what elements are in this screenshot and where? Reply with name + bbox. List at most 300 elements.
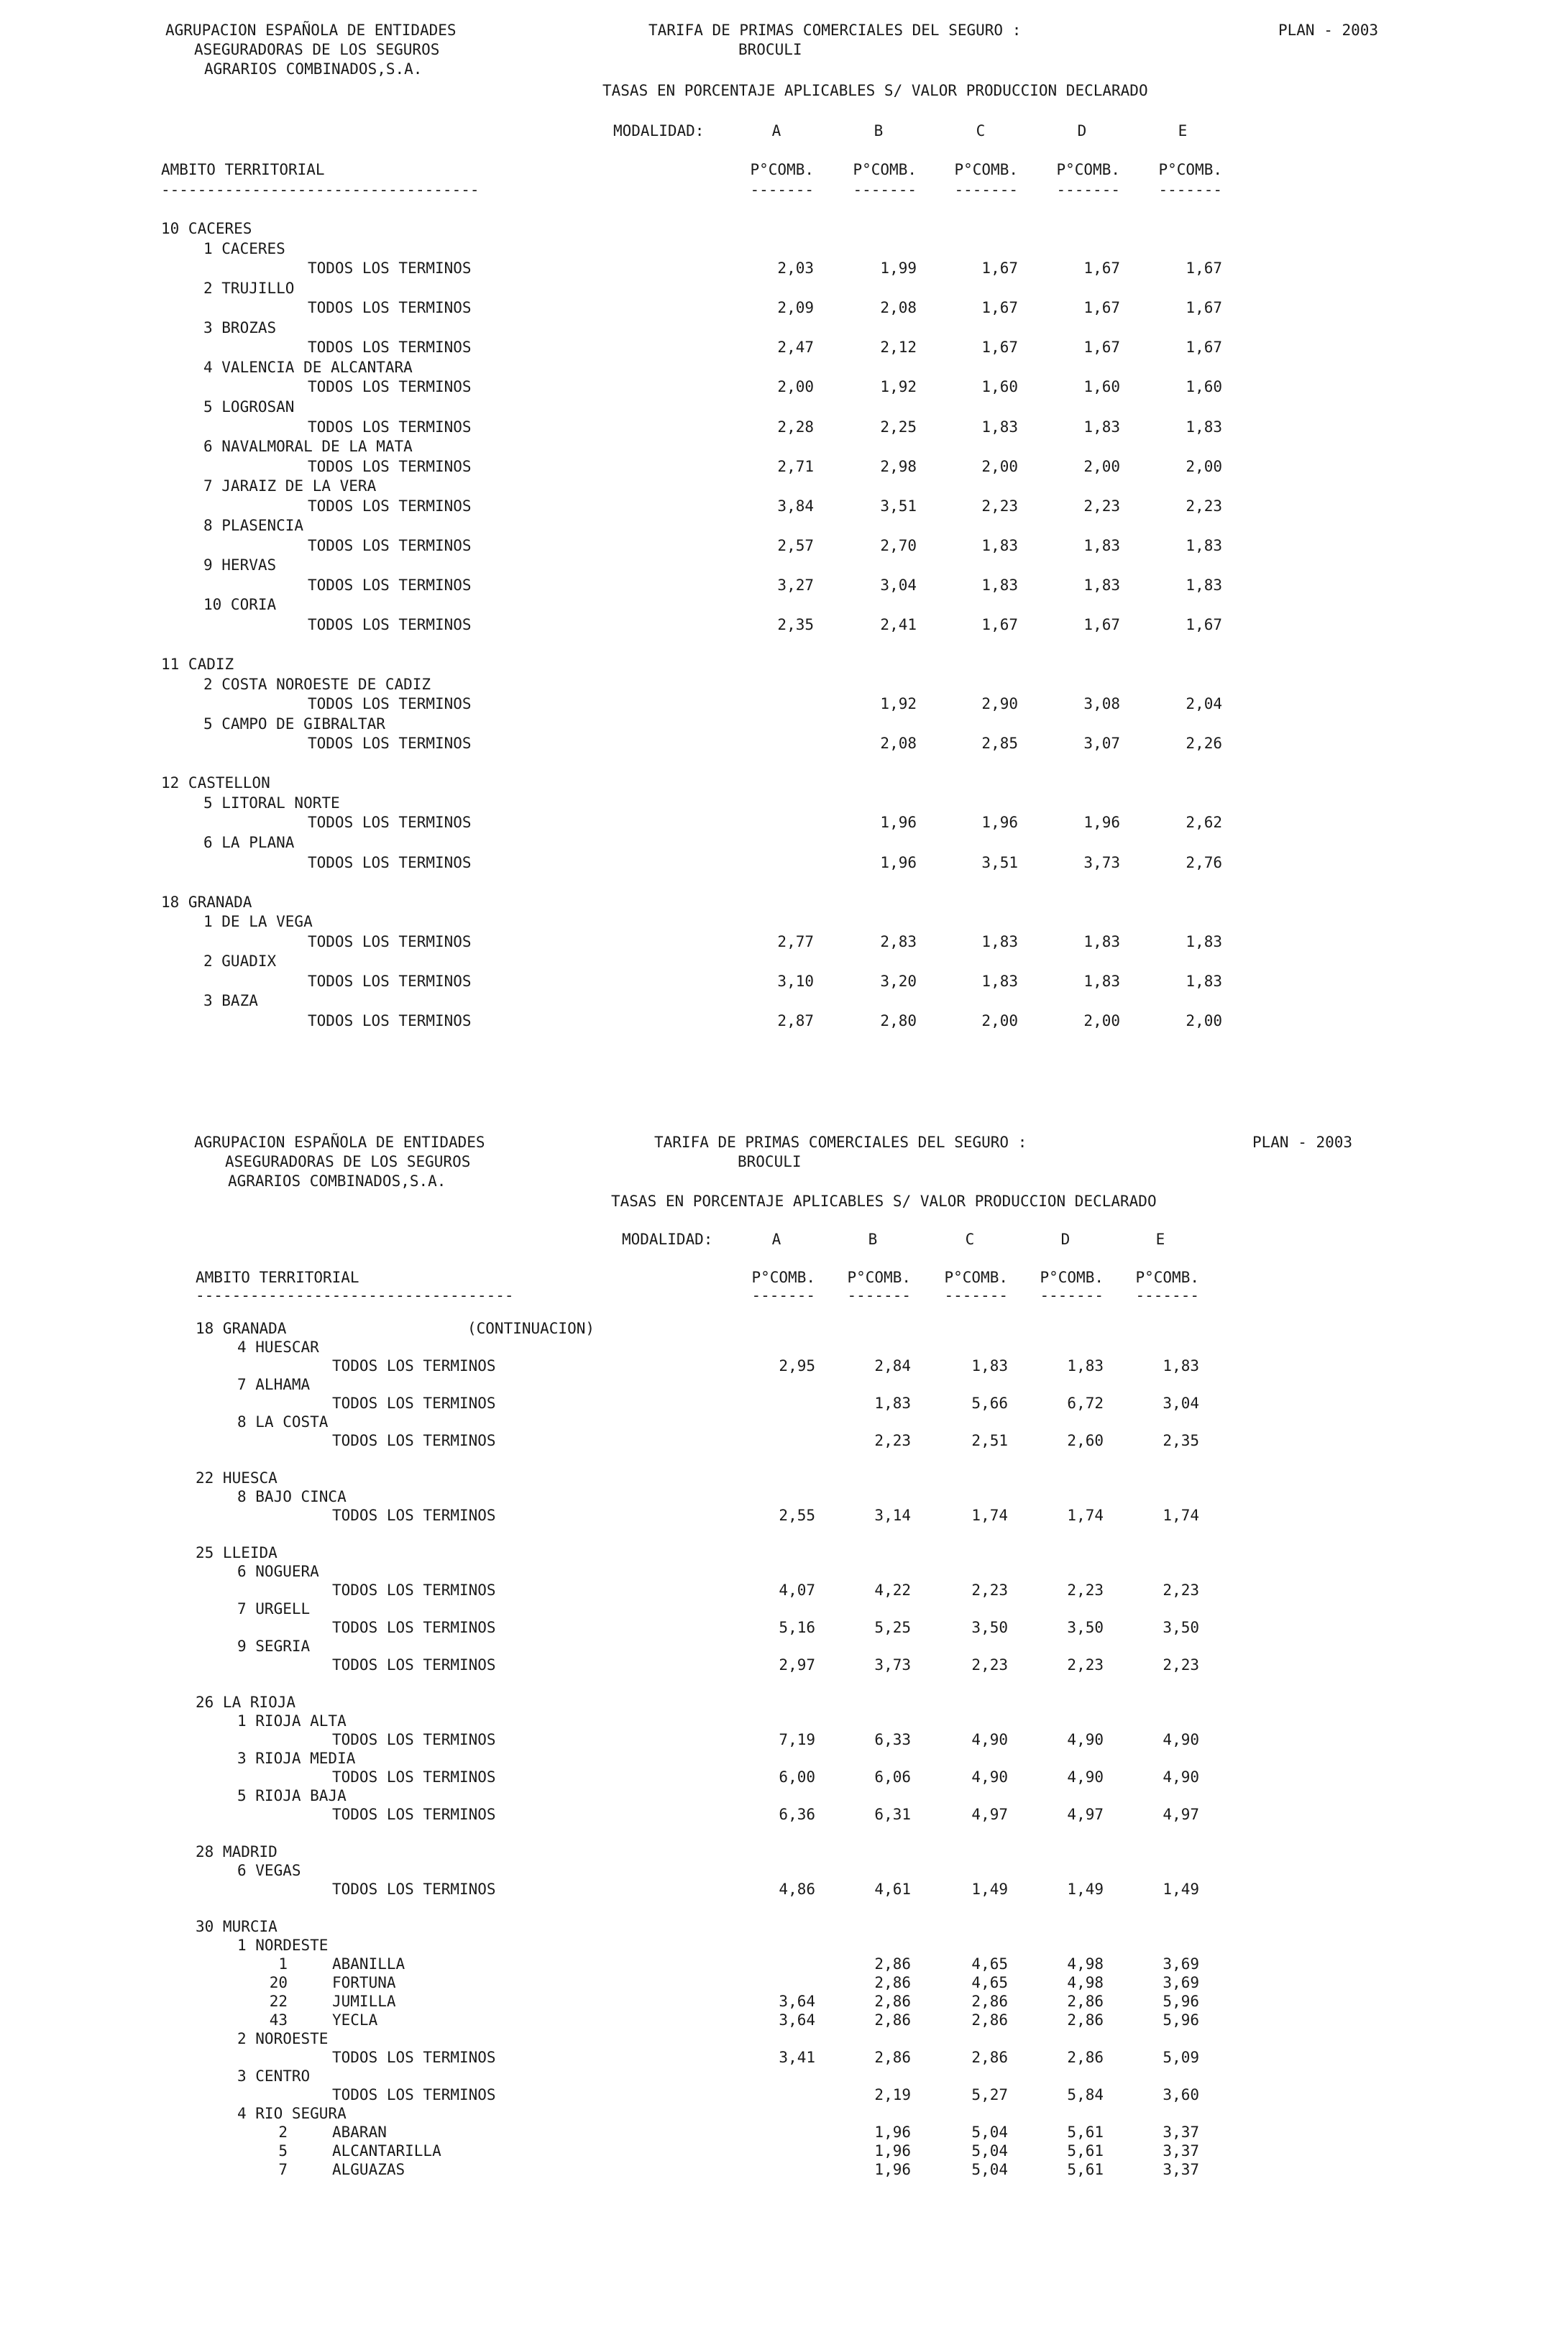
province-header: 28 MADRID — [196, 1843, 278, 1860]
rate-value: 2,23 — [981, 497, 1018, 515]
column-header: P°COMB. — [847, 1269, 911, 1286]
comarca-header: 1 NORDESTE — [237, 1937, 329, 1954]
municipality-name: ALCANTARILLA — [332, 2142, 441, 2160]
municipality-number: 5 — [278, 2142, 288, 2160]
rate-value: 2,04 — [1186, 695, 1222, 713]
modalidad-letter: E — [1155, 1231, 1165, 1248]
comarca-header: 2 TRUJILLO — [203, 279, 295, 297]
column-header: P°COMB. — [853, 161, 917, 178]
rate-value: 1,67 — [1083, 260, 1120, 277]
rate-value: 2,00 — [1186, 457, 1222, 475]
comarca-header: 9 HERVAS — [203, 556, 277, 574]
terms-label: TODOS LOS TERMINOS — [308, 378, 472, 396]
rate-value: 1,83 — [1186, 418, 1222, 436]
comarca-header: 7 ALHAMA — [237, 1376, 311, 1393]
municipality-name: ABARAN — [332, 2124, 387, 2141]
rate-value: 2,00 — [981, 457, 1018, 475]
rate-value: 2,86 — [1067, 1993, 1104, 2010]
modalidad-letter: A — [771, 122, 781, 139]
rate-value: 2,00 — [777, 378, 814, 396]
rate-value: 1,83 — [971, 1357, 1008, 1374]
comarca-header: 8 PLASENCIA — [203, 517, 304, 535]
municipality-number: 1 — [278, 1955, 288, 1973]
ambito-territorial-header: AMBITO TERRITORIAL — [196, 1269, 359, 1286]
province-header: 30 MURCIA — [196, 1918, 278, 1935]
rate-value: 2,83 — [880, 932, 917, 950]
rate-value: 2,47 — [777, 339, 814, 357]
rate-value: 2,86 — [971, 2011, 1008, 2029]
column-header: P°COMB. — [1056, 161, 1120, 178]
rate-value: 3,37 — [1163, 2124, 1199, 2141]
rate-value: 2,08 — [880, 299, 917, 317]
municipality-name: FORTUNA — [332, 1974, 396, 1991]
rate-value: 4,97 — [971, 1806, 1008, 1823]
comarca-header: 6 NOGUERA — [237, 1563, 319, 1580]
rate-value: 5,16 — [779, 1619, 815, 1636]
rate-value: 6,06 — [874, 1768, 911, 1786]
rate-value: 2,90 — [981, 695, 1018, 713]
crop-name: BROCULI — [738, 1153, 802, 1170]
rate-value: 2,08 — [880, 735, 917, 753]
comarca-header: 6 VEGAS — [237, 1862, 301, 1879]
column-underline: ------- — [1056, 181, 1120, 198]
rate-value: 3,07 — [1083, 735, 1120, 753]
rate-value: 3,04 — [1163, 1395, 1199, 1412]
rate-value: 1,67 — [1186, 616, 1222, 633]
rate-value: 1,67 — [1083, 339, 1120, 357]
rate-value: 1,60 — [1186, 378, 1222, 396]
rate-value: 1,83 — [1186, 932, 1222, 950]
rate-value: 1,67 — [981, 339, 1018, 357]
column-underline: ------- — [1040, 1287, 1104, 1304]
rate-value: 5,66 — [971, 1395, 1008, 1412]
rate-value: 2,03 — [777, 260, 814, 277]
comarca-header: 2 GUADIX — [203, 953, 277, 970]
modalidad-letter: C — [965, 1231, 975, 1248]
rate-value: 4,90 — [971, 1768, 1008, 1786]
modalidad-letter: B — [868, 1231, 878, 1248]
municipality-name: ABANILLA — [332, 1955, 405, 1973]
modalidad-label: MODALIDAD: — [613, 122, 705, 139]
rate-value: 2,86 — [874, 1955, 911, 1973]
rate-value: 1,74 — [1163, 1507, 1199, 1524]
rate-value: 1,83 — [1186, 536, 1222, 554]
comarca-header: 3 CENTRO — [237, 2067, 311, 2085]
rate-value: 1,83 — [1083, 536, 1120, 554]
rate-value: 1,96 — [874, 2124, 911, 2141]
modalidad-letter: E — [1178, 122, 1188, 139]
comarca-header: 2 NOROESTE — [237, 2030, 329, 2047]
rate-value: 2,55 — [779, 1507, 815, 1524]
terms-label: TODOS LOS TERMINOS — [308, 695, 472, 713]
rate-value: 1,83 — [1083, 932, 1120, 950]
rate-value: 3,08 — [1083, 695, 1120, 713]
rate-value: 1,83 — [981, 932, 1018, 950]
terms-label: TODOS LOS TERMINOS — [332, 1806, 496, 1823]
rate-value: 3,64 — [779, 1993, 815, 2010]
rate-value: 2,86 — [1067, 2049, 1104, 2066]
rate-value: 2,00 — [1083, 457, 1120, 475]
rate-value: 3,69 — [1163, 1974, 1199, 1991]
rate-value: 2,95 — [779, 1357, 815, 1374]
rate-value: 4,90 — [1163, 1731, 1199, 1748]
terms-label: TODOS LOS TERMINOS — [332, 1432, 496, 1449]
rate-value: 5,84 — [1067, 2086, 1104, 2103]
org-name-line: AGRUPACION ESPAÑOLA DE ENTIDADES — [194, 1134, 485, 1151]
rate-value: 6,31 — [874, 1806, 911, 1823]
rate-value: 1,96 — [874, 2161, 911, 2178]
rate-value: 5,04 — [971, 2124, 1008, 2141]
comarca-header: 4 HUESCAR — [237, 1339, 319, 1356]
rate-value: 1,83 — [874, 1395, 911, 1412]
terms-label: TODOS LOS TERMINOS — [332, 2086, 496, 2103]
rate-value: 3,73 — [1083, 853, 1120, 871]
terms-label: TODOS LOS TERMINOS — [308, 299, 472, 317]
terms-label: TODOS LOS TERMINOS — [308, 536, 472, 554]
municipality-name: JUMILLA — [332, 1993, 396, 2010]
tariff-title: TARIFA DE PRIMAS COMERCIALES DEL SEGURO : — [648, 22, 1022, 39]
comarca-header: 8 BAJO CINCA — [237, 1488, 347, 1505]
rate-value: 5,25 — [874, 1619, 911, 1636]
column-underline: ------- — [853, 181, 917, 198]
comarca-header: 6 LA PLANA — [203, 833, 295, 851]
rate-value: 2,76 — [1186, 853, 1222, 871]
rate-value: 1,92 — [880, 695, 917, 713]
rate-value: 1,96 — [874, 2142, 911, 2160]
rate-value: 2,25 — [880, 418, 917, 436]
rate-value: 2,00 — [1083, 1011, 1120, 1029]
rate-value: 4,07 — [779, 1582, 815, 1599]
rate-value: 2,86 — [1067, 2011, 1104, 2029]
column-underline: ------- — [1135, 1287, 1199, 1304]
rate-value: 1,49 — [1163, 1881, 1199, 1898]
rate-value: 5,61 — [1067, 2142, 1104, 2160]
province-header: 22 HUESCA — [196, 1469, 278, 1487]
rate-value: 3,41 — [779, 2049, 815, 2066]
rate-value: 2,86 — [874, 1993, 911, 2010]
province-header: 26 LA RIOJA — [196, 1694, 296, 1711]
column-header: P°COMB. — [1135, 1269, 1199, 1286]
province-header: 11 CADIZ — [161, 656, 234, 674]
rate-value: 2,00 — [981, 1011, 1018, 1029]
municipality-number: 2 — [278, 2124, 288, 2141]
rate-value: 1,67 — [1186, 260, 1222, 277]
rate-value: 3,04 — [880, 576, 917, 594]
terms-label: TODOS LOS TERMINOS — [332, 1768, 496, 1786]
rate-value: 2,57 — [777, 536, 814, 554]
comarca-header: 1 DE LA VEGA — [203, 913, 313, 931]
terms-label: TODOS LOS TERMINOS — [308, 497, 472, 515]
ambito-territorial-header: AMBITO TERRITORIAL — [161, 161, 325, 178]
rate-value: 2,80 — [880, 1011, 917, 1029]
rate-value: 1,67 — [981, 260, 1018, 277]
terms-label: TODOS LOS TERMINOS — [332, 1881, 496, 1898]
column-underline: ------- — [750, 181, 814, 198]
rate-value: 3,51 — [981, 853, 1018, 871]
comarca-header: 5 LOGROSAN — [203, 398, 295, 416]
rate-value: 2,23 — [1163, 1656, 1199, 1674]
rate-value: 2,84 — [874, 1357, 911, 1374]
terms-label: TODOS LOS TERMINOS — [332, 2049, 496, 2066]
rate-value: 1,96 — [880, 814, 917, 832]
terms-label: TODOS LOS TERMINOS — [308, 814, 472, 832]
comarca-header: 4 RIO SEGURA — [237, 2105, 347, 2122]
rate-value: 4,90 — [1163, 1768, 1199, 1786]
column-underline: ------- — [954, 181, 1018, 198]
rate-value: 1,74 — [971, 1507, 1008, 1524]
municipality-name: YECLA — [332, 2011, 378, 2029]
rate-value: 5,61 — [1067, 2124, 1104, 2141]
column-header: P°COMB. — [750, 161, 814, 178]
comarca-header: 5 LITORAL NORTE — [203, 794, 340, 812]
terms-label: TODOS LOS TERMINOS — [332, 1656, 496, 1674]
rate-value: 1,83 — [1186, 972, 1222, 990]
province-header: 12 CASTELLON — [161, 774, 270, 792]
rate-value: 2,87 — [777, 1011, 814, 1029]
org-name-line: AGRARIOS COMBINADOS,S.A. — [204, 60, 423, 78]
rate-value: 3,37 — [1163, 2161, 1199, 2178]
terms-label: TODOS LOS TERMINOS — [332, 1582, 496, 1599]
terms-label: TODOS LOS TERMINOS — [308, 616, 472, 633]
comarca-header: 8 LA COSTA — [237, 1413, 329, 1431]
comarca-header: 7 URGELL — [237, 1600, 311, 1617]
terms-label: TODOS LOS TERMINOS — [308, 1011, 472, 1029]
rate-value: 2,85 — [981, 735, 1018, 753]
terms-label: TODOS LOS TERMINOS — [332, 1357, 496, 1374]
municipality-number: 7 — [278, 2161, 288, 2178]
rate-value: 4,61 — [874, 1881, 911, 1898]
comarca-header: 3 BAZA — [203, 992, 258, 1010]
comarca-header: 4 VALENCIA DE ALCANTARA — [203, 358, 413, 376]
rate-value: 4,86 — [779, 1881, 815, 1898]
rate-value: 4,65 — [971, 1974, 1008, 1991]
comarca-header: 1 CACERES — [203, 239, 285, 257]
rate-value: 1,67 — [1083, 299, 1120, 317]
rate-value: 2,98 — [880, 457, 917, 475]
rate-value: 1,83 — [981, 536, 1018, 554]
column-header: P°COMB. — [751, 1269, 815, 1286]
rate-value: 2,41 — [880, 616, 917, 633]
rate-value: 1,99 — [880, 260, 917, 277]
rate-value: 4,65 — [971, 1955, 1008, 1973]
rate-value: 4,22 — [874, 1582, 911, 1599]
rate-value: 2,86 — [874, 2049, 911, 2066]
rate-value: 1,49 — [1067, 1881, 1104, 1898]
rate-value: 1,83 — [1186, 576, 1222, 594]
rate-value: 5,04 — [971, 2142, 1008, 2160]
column-underline: ------- — [944, 1287, 1008, 1304]
rate-value: 1,60 — [981, 378, 1018, 396]
rate-value: 3,50 — [1067, 1619, 1104, 1636]
rate-value: 2,62 — [1186, 814, 1222, 832]
rate-value: 1,83 — [981, 576, 1018, 594]
municipality-number: 22 — [269, 1993, 288, 2010]
terms-label: TODOS LOS TERMINOS — [308, 576, 472, 594]
rate-value: 2,86 — [971, 2049, 1008, 2066]
rate-value: 5,04 — [971, 2161, 1008, 2178]
column-header: P°COMB. — [1158, 161, 1222, 178]
rate-value: 3,51 — [880, 497, 917, 515]
modalidad-letter: D — [1077, 122, 1087, 139]
rate-value: 1,67 — [981, 616, 1018, 633]
rate-value: 2,97 — [779, 1656, 815, 1674]
rate-value: 2,77 — [777, 932, 814, 950]
modalidad-letter: B — [874, 122, 884, 139]
rate-value: 4,90 — [971, 1731, 1008, 1748]
rate-value: 2,86 — [971, 1993, 1008, 2010]
column-header: P°COMB. — [954, 161, 1018, 178]
rate-value: 2,23 — [971, 1582, 1008, 1599]
comarca-header: 10 CORIA — [203, 596, 277, 614]
rate-value: 2,19 — [874, 2086, 911, 2103]
rate-value: 2,51 — [971, 1432, 1008, 1449]
rate-value: 5,96 — [1163, 2011, 1199, 2029]
comarca-header: 1 RIOJA ALTA — [237, 1712, 347, 1730]
rate-value: 4,90 — [1067, 1768, 1104, 1786]
rate-value: 3,64 — [779, 2011, 815, 2029]
column-underline: ------- — [751, 1287, 815, 1304]
rate-value: 3,20 — [880, 972, 917, 990]
terms-label: TODOS LOS TERMINOS — [308, 972, 472, 990]
terms-label: TODOS LOS TERMINOS — [308, 260, 472, 277]
comarca-header: 9 SEGRIA — [237, 1638, 311, 1655]
rate-value: 6,33 — [874, 1731, 911, 1748]
plan-year: PLAN - 2003 — [1252, 1134, 1353, 1151]
terms-label: TODOS LOS TERMINOS — [332, 1731, 496, 1748]
modalidad-label: MODALIDAD: — [622, 1231, 713, 1248]
modalidad-letter: A — [771, 1231, 781, 1248]
municipality-number: 43 — [269, 2011, 288, 2029]
rate-value: 6,72 — [1067, 1395, 1104, 1412]
column-header: P°COMB. — [1040, 1269, 1104, 1286]
rate-value: 5,27 — [971, 2086, 1008, 2103]
comarca-header: 5 CAMPO DE GIBRALTAR — [203, 715, 385, 733]
terms-label: TODOS LOS TERMINOS — [332, 1507, 496, 1524]
comarca-header: 6 NAVALMORAL DE LA MATA — [203, 438, 413, 456]
rate-value: 3,50 — [1163, 1619, 1199, 1636]
rate-value: 1,60 — [1083, 378, 1120, 396]
org-name-line: ASEGURADORAS DE LOS SEGUROS — [225, 1153, 471, 1170]
terms-label: TODOS LOS TERMINOS — [332, 1619, 496, 1636]
plan-year: PLAN - 2003 — [1278, 22, 1379, 39]
rate-value: 1,96 — [1083, 814, 1120, 832]
rate-value: 1,83 — [1067, 1357, 1104, 1374]
ambito-underline: ----------------------------------- — [196, 1287, 514, 1304]
comarca-header: 7 JARAIZ DE LA VERA — [203, 477, 377, 495]
rate-value: 2,60 — [1067, 1432, 1104, 1449]
rate-value: 2,23 — [971, 1656, 1008, 1674]
crop-name: BROCULI — [738, 41, 802, 58]
rate-value: 3,84 — [777, 497, 814, 515]
rate-value: 1,96 — [880, 853, 917, 871]
terms-label: TODOS LOS TERMINOS — [308, 735, 472, 753]
column-underline: ------- — [1158, 181, 1222, 198]
rate-value: 2,86 — [874, 2011, 911, 2029]
municipality-number: 20 — [269, 1974, 288, 1991]
rate-value: 1,67 — [981, 299, 1018, 317]
tariff-title: TARIFA DE PRIMAS COMERCIALES DEL SEGURO : — [654, 1134, 1027, 1151]
province-header: 18 GRANADA — [196, 1320, 287, 1337]
rate-value: 2,35 — [777, 616, 814, 633]
rate-value: 3,69 — [1163, 1955, 1199, 1973]
province-header: 18 GRANADA — [161, 893, 252, 911]
rate-value: 7,19 — [779, 1731, 815, 1748]
rate-value: 1,92 — [880, 378, 917, 396]
rate-value: 2,23 — [1186, 497, 1222, 515]
modalidad-letter: C — [976, 122, 986, 139]
rate-value: 4,97 — [1067, 1806, 1104, 1823]
rate-value: 2,09 — [777, 299, 814, 317]
rate-value: 1,83 — [1083, 576, 1120, 594]
municipality-name: ALGUAZAS — [332, 2161, 405, 2178]
continuation-note: (CONTINUACION) — [467, 1320, 595, 1337]
comarca-header: 5 RIOJA BAJA — [237, 1787, 347, 1804]
comarca-header: 3 RIOJA MEDIA — [237, 1750, 356, 1767]
rate-value: 6,00 — [779, 1768, 815, 1786]
terms-label: TODOS LOS TERMINOS — [308, 339, 472, 357]
comarca-header: 3 BROZAS — [203, 318, 277, 336]
rate-value: 2,86 — [874, 1974, 911, 1991]
column-underline: ------- — [847, 1287, 911, 1304]
province-header: 25 LLEIDA — [196, 1544, 278, 1561]
rate-value: 2,26 — [1186, 735, 1222, 753]
rate-value: 2,23 — [1067, 1656, 1104, 1674]
rate-value: 2,12 — [880, 339, 917, 357]
province-header: 10 CACERES — [161, 220, 252, 237]
rate-value: 5,96 — [1163, 1993, 1199, 2010]
rate-value: 1,96 — [981, 814, 1018, 832]
org-name-line: AGRARIOS COMBINADOS,S.A. — [228, 1172, 446, 1190]
rate-value: 1,83 — [1083, 972, 1120, 990]
terms-label: TODOS LOS TERMINOS — [308, 932, 472, 950]
rate-value: 2,70 — [880, 536, 917, 554]
rate-value: 3,27 — [777, 576, 814, 594]
rate-value: 2,23 — [1067, 1582, 1104, 1599]
rate-value: 4,98 — [1067, 1955, 1104, 1973]
org-name-line: ASEGURADORAS DE LOS SEGUROS — [194, 41, 440, 58]
rate-value: 4,98 — [1067, 1974, 1104, 1991]
rate-value: 1,83 — [1163, 1357, 1199, 1374]
rate-value: 6,36 — [779, 1806, 815, 1823]
rate-value: 2,28 — [777, 418, 814, 436]
rate-value: 3,10 — [777, 972, 814, 990]
rate-value: 3,14 — [874, 1507, 911, 1524]
terms-label: TODOS LOS TERMINOS — [332, 1395, 496, 1412]
comarca-header: 2 COSTA NOROESTE DE CADIZ — [203, 675, 431, 693]
rate-value: 1,83 — [981, 972, 1018, 990]
column-header: P°COMB. — [944, 1269, 1008, 1286]
terms-label: TODOS LOS TERMINOS — [308, 457, 472, 475]
modalidad-letter: D — [1060, 1231, 1070, 1248]
rate-value: 2,23 — [874, 1432, 911, 1449]
rate-value: 1,67 — [1186, 339, 1222, 357]
rate-value: 3,37 — [1163, 2142, 1199, 2160]
rate-value: 2,71 — [777, 457, 814, 475]
rate-value: 2,23 — [1083, 497, 1120, 515]
terms-label: TODOS LOS TERMINOS — [308, 853, 472, 871]
rate-value: 2,35 — [1163, 1432, 1199, 1449]
rate-value: 3,73 — [874, 1656, 911, 1674]
rate-value: 3,50 — [971, 1619, 1008, 1636]
terms-label: TODOS LOS TERMINOS — [308, 418, 472, 436]
rate-value: 1,74 — [1067, 1507, 1104, 1524]
rate-value: 3,60 — [1163, 2086, 1199, 2103]
rates-description: TASAS EN PORCENTAJE APLICABLES S/ VALOR PRODUCCION DECLARADO — [602, 82, 1148, 99]
rates-description: TASAS EN PORCENTAJE APLICABLES S/ VALOR PRODUCCION DECLARADO — [611, 1193, 1157, 1210]
rate-value: 4,90 — [1067, 1731, 1104, 1748]
org-name-line: AGRUPACION ESPAÑOLA DE ENTIDADES — [165, 22, 457, 39]
rate-value: 1,83 — [981, 418, 1018, 436]
